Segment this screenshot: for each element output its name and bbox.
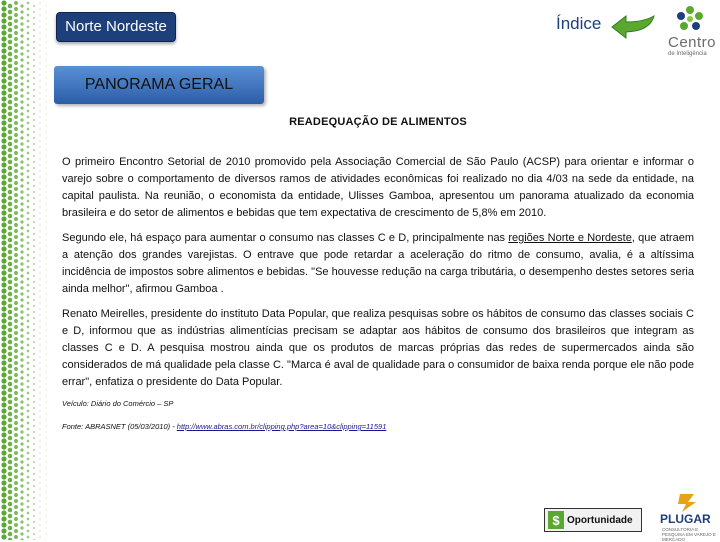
paragraph-3: Renato Meirelles, presidente do instituto Data Popular, que realiza pesquisas sobre os hábitos de consumo das classes sociais C e D, informou que as indústrias alimentícias precisam se adaptar aos hábitos de consumo dos brasileiros que integram as classes C e D. A pesquisa mostrou ainda que os produtos de marcas próprias das redes de supermercados ainda são considerados de má qualidade pela classe C. "Marca é aval de qualidade para o consumidor de baixa renda porque ele não pode errar", enfatiza o presidente do Data Popular. (62, 308, 694, 388)
decorative-dot-border (0, 0, 50, 540)
dollar-icon (548, 511, 564, 529)
logo-subtitle: de Inteligência (668, 51, 707, 57)
region-button[interactable]: Norte Nordeste (56, 12, 176, 42)
source-link[interactable]: http://www.abras.com.br/clipping.php?area=10&clipping=11591 (176, 422, 387, 431)
vehicle-line: Veículo: Diário do Comércio – SP (62, 399, 174, 408)
back-arrow-icon[interactable] (610, 13, 658, 41)
plugar-subtitle: CONSULTORIA E PESQUISA EM VAREJO E MERCADO (662, 527, 716, 542)
regions-link[interactable]: regiões Norte e Nordeste (508, 232, 632, 244)
logo-name: Centro (668, 34, 717, 51)
article (62, 112, 694, 445)
source-prefix: Fonte: ABRASNET (05/03/2010) - (62, 422, 177, 431)
paragraph-2-end: , que atraem a atenção dos grandes varejistas. O entrave que pode retardar a aceleração do ritmo de consumo, avalia, é a altíssima incidência de impostos sobre alimentos e bebidas. "Se houvesse redução na carga tributária, o desempenho destes setores seria ainda melhor", afirmou Gamboa . (62, 232, 694, 295)
opportunity-button[interactable] (544, 508, 642, 532)
svg-text:$: $ (552, 513, 560, 528)
source-line (62, 422, 694, 431)
paragraph-2-start: Segundo ele, há espaço para aumentar o consumo nas classes C e D, principalmente nas (62, 232, 509, 244)
opportunity-label: Oportunidade (567, 514, 633, 526)
plugar-name: PLUGAR (660, 512, 711, 526)
paragraph-1: O primeiro Encontro Setorial de 2010 promovido pela Associação Comercial de São Paulo (ACSP) para orientar e informar o varejo sobre o comportamento de diversos ramos de atividades econômicas foi realizado no dia 4/03 na sede da entidade, na capital paulista. Na reunião, o economista da entidade, Ulisses Gamboa, apresentou um panorama atualizado da economia brasileira e do setor de alimentos e bebidas que tem expectativa de crescimento de 5,8% em 2010. (62, 156, 694, 219)
article-headline: READEQUAÇÃO DE ALIMENTOS (289, 116, 467, 128)
paragraph-2 (62, 230, 694, 298)
section-title: PANORAMA GERAL (54, 66, 264, 104)
index-link[interactable]: Índice (556, 14, 602, 33)
